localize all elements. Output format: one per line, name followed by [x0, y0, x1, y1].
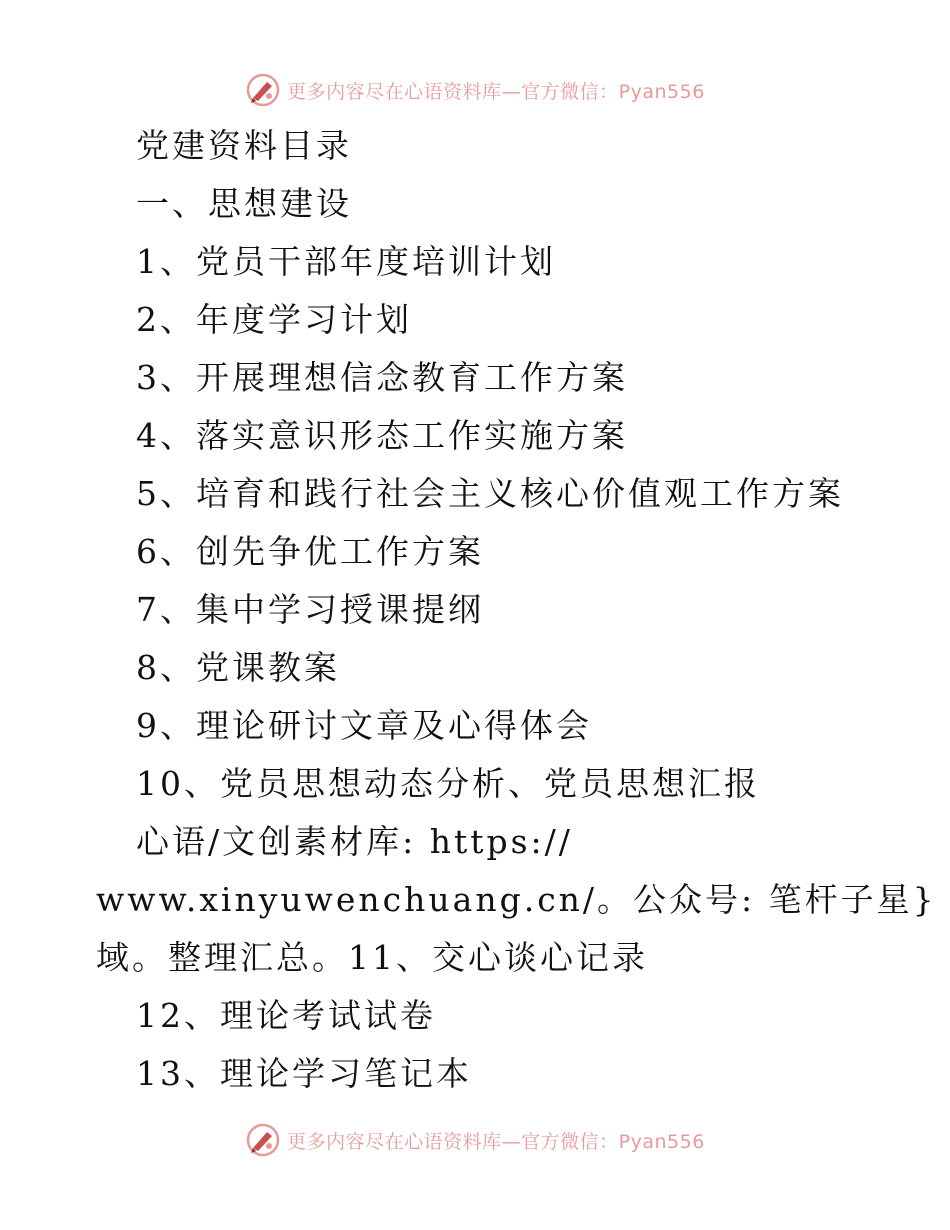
toc-item: 10、党员思想动态分析、党员思想汇报 — [136, 764, 760, 803]
toc-item: 4、落实意识形态工作实施方案 — [136, 416, 628, 455]
watermark-text: 更多内容尽在心语资料库—官方微信：Pyan556 — [287, 1130, 705, 1153]
toc-item: 1、党员干部年度培训计划 — [136, 242, 556, 281]
footer-watermark-banner — [0, 1118, 950, 1162]
toc-item: 13、理论学习笔记本 — [136, 1054, 472, 1093]
toc-item: 9、理论研讨文章及心得体会 — [136, 706, 592, 745]
source-note-line: 域。整理汇总。11、交心谈心记录 — [96, 938, 648, 977]
header-watermark-banner — [0, 68, 950, 112]
document-title: 党建资料目录 — [136, 126, 352, 165]
source-note-line: www.xinyuwenchuang.cn/。公众号: 笔杆子星} — [96, 880, 937, 919]
toc-item: 3、开展理想信念教育工作方案 — [136, 358, 628, 397]
toc-item: 2、年度学习计划 — [136, 300, 412, 339]
section-heading: 一、思想建设 — [136, 184, 352, 223]
toc-item: 6、创先争优工作方案 — [136, 532, 484, 571]
source-note-line: 心语/文创素材库: https:// — [136, 822, 573, 861]
watermark-text: 更多内容尽在心语资料库—官方微信：Pyan556 — [287, 80, 705, 103]
pen-logo-icon — [245, 72, 281, 108]
pen-logo-icon — [245, 1122, 281, 1158]
toc-item: 7、集中学习授课提纲 — [136, 590, 484, 629]
toc-item: 8、党课教案 — [136, 648, 340, 687]
toc-item: 12、理论考试试卷 — [136, 996, 436, 1035]
toc-item: 5、培育和践行社会主义核心价值观工作方案 — [136, 474, 844, 513]
